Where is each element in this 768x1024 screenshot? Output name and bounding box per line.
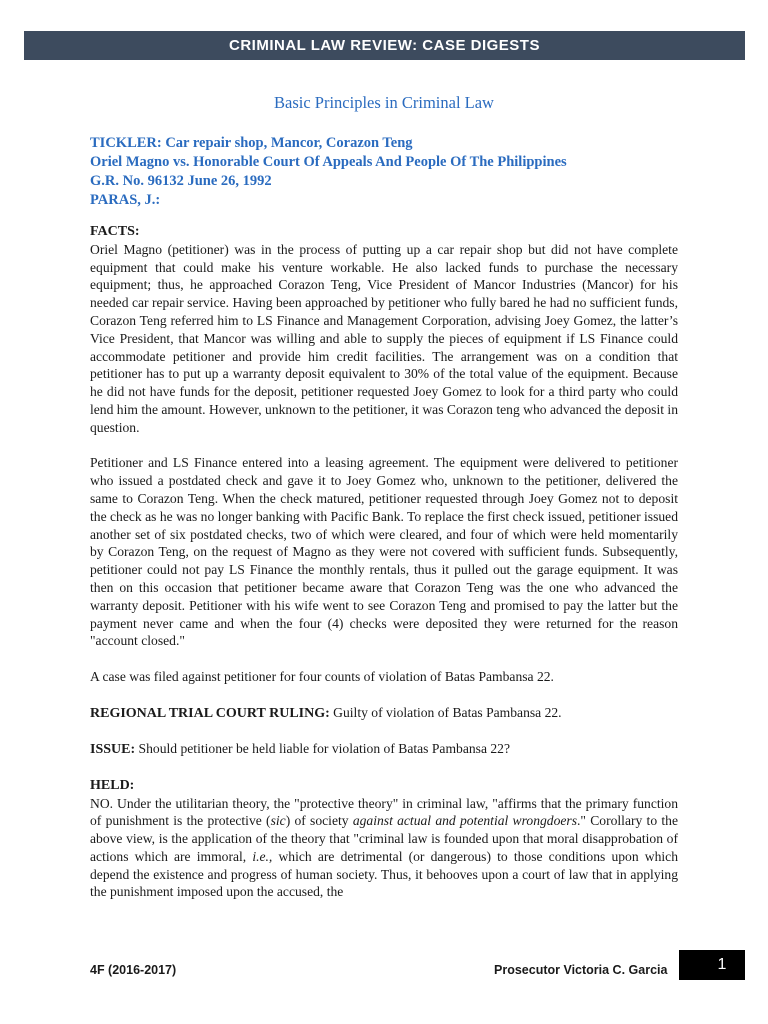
held-text-3: ." Corollary to the above view, is the application of the theory that "criminal law is founded upon that moral disapprobation of actions which are immoral, xyxy=(90,813,678,864)
case-gr-number: G.R. No. 96132 June 26, 1992 xyxy=(90,173,272,189)
document-body xyxy=(90,223,678,901)
held-text-2: ) of society xyxy=(285,813,353,829)
held-italic-2: against actual and potential wrongdoers xyxy=(352,813,577,829)
issue xyxy=(90,740,678,759)
case-tickler: TICKLER: Car repair shop, Mancor, Corazon Teng xyxy=(90,135,413,151)
held-italic-3: i.e., xyxy=(252,848,273,864)
rtc-ruling xyxy=(90,704,678,723)
held-text-1: NO. Under the utilitarian theory, the "protective theory" in criminal law, "affirms that the primary function of punishment is the protective ( xyxy=(90,795,678,829)
facts-paragraph-3: A case was filed against petitioner for four counts of violation of Batas Pambansa 22. xyxy=(90,668,554,684)
footer-class-label: 4F (2016-2017) xyxy=(90,963,177,977)
page-number-badge xyxy=(679,950,745,980)
document-title: Basic Principles in Criminal Law xyxy=(274,93,494,112)
held-paragraph xyxy=(90,795,678,902)
page-number: 1 xyxy=(717,956,727,973)
rtc-ruling-text: Guilty of violation of Batas Pambansa 22. xyxy=(329,704,562,720)
held-heading: HELD: xyxy=(90,777,135,793)
facts-heading: FACTS: xyxy=(90,224,140,239)
case-ponente: PARAS, J.: xyxy=(90,192,161,208)
facts-paragraph-1: Oriel Magno (petitioner) was in the process of putting up a car repair shop but did not have complete equipment that could make his venture workable. He also lacked funds to purchase the necessary equipment; thus, he approached Corazon Teng, Vice President of Mancor Industries (Mancor) for his needed car repair service. Having been approached by petitioner who fully bared he had no sufficient funds, Corazon Teng referred him to LS Finance and Management Corporation, advising Joey Gomez, the latter’s Vice President, that Mancor was willing and able to supply the pieces of equipment if LS Finance could accommodate petitioner and provide him credit facilities. The arrangement was on a condition that petitioner has to put up a warranty deposit equivalent to 30% of the total value of the equipment. Because he did not have funds for the deposit, petitioner requested Joey Gomez to look for a third party who could lend him the amount. However, unknown to the petitioner, it was Corazon teng who advanced the deposit in question. xyxy=(90,241,678,435)
footer-author: Prosecutor Victoria C. Garcia xyxy=(494,963,668,977)
facts-paragraph-2: Petitioner and LS Finance entered into a leasing agreement. The equipment were delivered to petitioner who issued a postdated check and gave it to Joey Gomez who, unknown to the petitioner, delivered the same to Corazon Teng. When the check matured, petitioner requested through Joey Gomez not to deposit the check as he was no longer banking with Pacific Bank. To replace the first check issued, petitioner issued another set of six postdated checks, two of which were cleared, and four of which were held momentarily by Corazon Teng, on the request of Magno as they were not covered with sufficient funds. Subsequently, petitioner could not pay LS Finance the monthly rentals, thus it pulled out the garage equipment. It was then on this occasion that petitioner became aware that Corazon Teng was the one who advanced the warranty deposit. Petitioner with his wife went to see Corazon Teng and promised to pay the latter but the payment never came and when the four (4) checks were deposited they were returned for the reason "account closed." xyxy=(90,455,678,649)
issue-text: Should petitioner be held liable for violation of Batas Pambansa 22? xyxy=(135,741,511,757)
issue-label: ISSUE: xyxy=(90,742,136,758)
case-name: Oriel Magno vs. Honorable Court Of Appeals And People Of The Philippines xyxy=(90,154,567,170)
case-header xyxy=(90,134,690,210)
held-italic-1: sic xyxy=(270,813,286,829)
rtc-ruling-label: REGIONAL TRIAL COURT RULING: xyxy=(90,705,330,721)
header-banner: CRIMINAL LAW REVIEW: CASE DIGESTS xyxy=(24,31,745,60)
held-text-4: which are detrimental (or dangerous) to those conditions upon which depend the existence and progress of human society. Thus, it behooves upon a court of law that in applying the punishment imposed upon the accused, the xyxy=(90,848,678,900)
